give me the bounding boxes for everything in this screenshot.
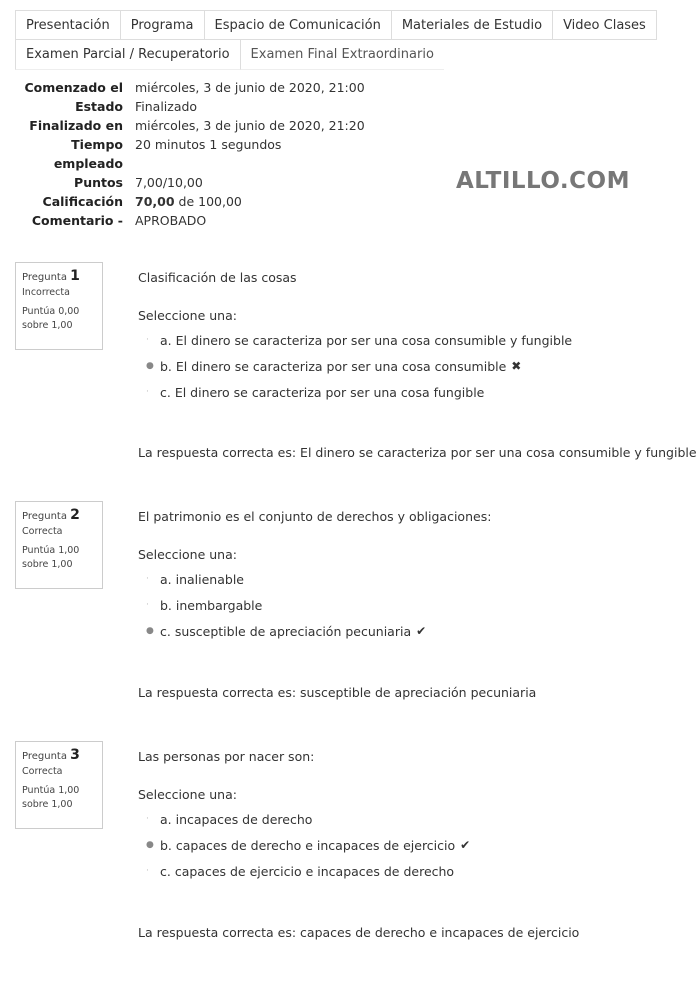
time-label: Tiempo empleado (53, 137, 123, 171)
check-icon: ✔ (460, 838, 471, 852)
tab-presentacion[interactable]: Presentación (15, 10, 120, 40)
question-info (15, 741, 103, 829)
tab-materiales-estudio[interactable]: Materiales de Estudio (391, 10, 552, 40)
question-prompt: Seleccione una: (138, 547, 237, 562)
question-score: Puntúa 1,00 sobre 1,00 (22, 545, 80, 570)
radio-icon[interactable]: · (146, 866, 149, 876)
question-content (138, 509, 491, 644)
tab-espacio-comunicacion[interactable]: Espacio de Comunicación (204, 10, 391, 40)
option-b[interactable]: ● b. capaces de derecho e incapaces de ejercicio ✔ (138, 832, 470, 858)
question-number: Pregunta 2 (22, 507, 80, 523)
option-a[interactable]: · a. incapaces de derecho (138, 806, 470, 832)
radio-icon[interactable]: · (146, 335, 149, 345)
correct-answer: La respuesta correcta es: susceptible de apreciación pecuniaria (138, 685, 537, 700)
question-score: Puntúa 1,00 sobre 1,00 (22, 785, 80, 810)
watermark-logo: ALTILLO.COM (456, 168, 630, 194)
question-prompt: Seleccione una: (138, 787, 237, 802)
grade-value (135, 192, 242, 211)
grade-value-rest: de 100,00 (174, 194, 242, 209)
radio-icon[interactable]: · (146, 387, 149, 397)
option-c[interactable]: · c. capaces de ejercicio e incapaces de derecho (138, 858, 470, 884)
grade-value-bold: 70,00 (135, 194, 175, 209)
question-number: Pregunta 3 (22, 747, 80, 763)
comment-value: APROBADO (135, 213, 207, 228)
finished-label: Finalizado en (29, 118, 123, 133)
radio-selected-icon[interactable]: ● (146, 626, 154, 636)
radio-icon[interactable]: · (146, 574, 149, 584)
question-status: Incorrecta (22, 287, 70, 298)
radio-icon[interactable]: · (146, 814, 149, 824)
question-content (138, 749, 470, 884)
question-info (15, 501, 103, 589)
option-c[interactable]: · c. El dinero se caracteriza por ser una cosa fungible (138, 379, 572, 405)
attempt-summary (0, 78, 365, 230)
points-label: Puntos (74, 175, 123, 190)
question-text: Las personas por nacer son: (138, 749, 315, 764)
correct-answer: La respuesta correcta es: El dinero se caracteriza por ser una cosa consumible y fungible (138, 445, 697, 460)
radio-icon[interactable]: · (146, 600, 149, 610)
question-score: Puntúa 0,00 sobre 1,00 (22, 306, 80, 331)
tab-examen-parcial[interactable]: Examen Parcial / Recuperatorio (15, 40, 240, 70)
state-value: Finalizado (135, 99, 198, 114)
option-c[interactable]: ● c. susceptible de apreciación pecuniaria ✔ (138, 618, 491, 644)
tab-examen-final[interactable]: Examen Final Extraordinario (240, 40, 444, 70)
points-value: 7,00/10,00 (135, 175, 203, 190)
option-a[interactable]: · a. inalienable (138, 566, 491, 592)
question-prompt: Seleccione una: (138, 308, 237, 323)
question-text: Clasificación de las cosas (138, 270, 297, 285)
comment-label: Comentario - (31, 213, 123, 228)
question-status: Correcta (22, 526, 63, 537)
nav-row-2 (15, 40, 655, 70)
question-content (138, 270, 572, 405)
tab-video-clases[interactable]: Video Clases (552, 10, 657, 40)
question-info (15, 262, 103, 350)
course-nav (15, 10, 655, 70)
correct-answer: La respuesta correcta es: capaces de derecho e incapaces de ejercicio (138, 925, 580, 940)
option-a[interactable]: · a. El dinero se caracteriza por ser una cosa consumible y fungible (138, 327, 572, 353)
question-status: Correcta (22, 766, 63, 777)
tab-programa[interactable]: Programa (120, 10, 204, 40)
check-icon: ✔ (416, 624, 427, 638)
started-label: Comenzado el (24, 80, 123, 95)
question-number: Pregunta 1 (22, 268, 80, 284)
finished-value: miércoles, 3 de junio de 2020, 21:20 (135, 118, 365, 133)
nav-row-1 (15, 10, 655, 40)
question-text: El patrimonio es el conjunto de derechos y obligaciones: (138, 509, 492, 524)
grade-label: Calificación (42, 194, 123, 209)
radio-selected-icon[interactable]: ● (146, 361, 154, 371)
started-value: miércoles, 3 de junio de 2020, 21:00 (135, 80, 365, 95)
option-b[interactable]: ● b. El dinero se caracteriza por ser una cosa consumible ✖ (138, 353, 572, 379)
time-value: 20 minutos 1 segundos (135, 137, 282, 152)
option-b[interactable]: · b. inembargable (138, 592, 491, 618)
radio-selected-icon[interactable]: ● (146, 840, 154, 850)
cross-icon: ✖ (511, 359, 522, 373)
state-label: Estado (75, 99, 123, 114)
